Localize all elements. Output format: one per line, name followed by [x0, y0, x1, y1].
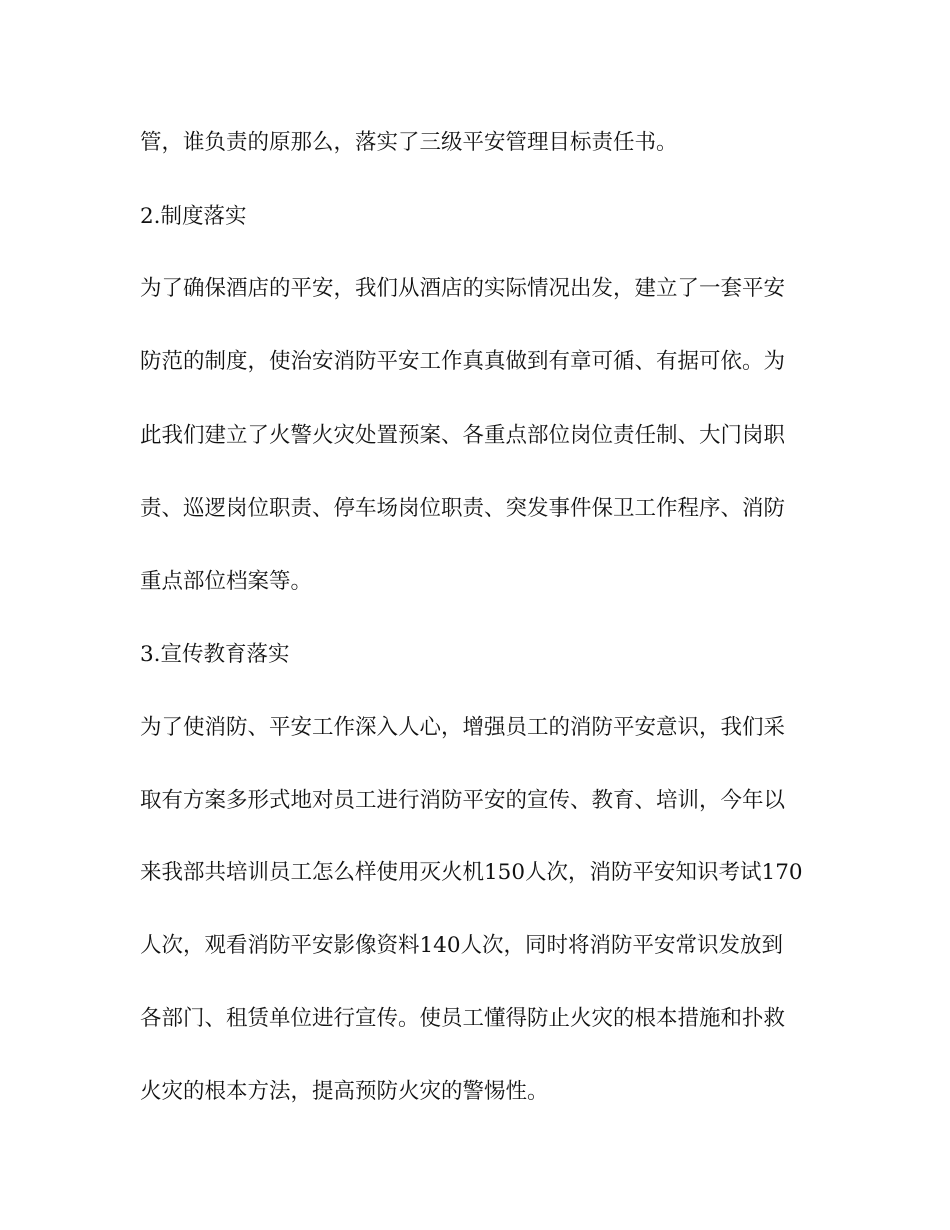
- text-line: 重点部位档案等。: [140, 569, 313, 594]
- text-line: 人次，观看消防平安影像资料140人次，同时将消防平安常识发放到: [140, 933, 784, 958]
- section-heading: 3.宣传教育落实: [140, 642, 290, 667]
- text-line: 此我们建立了火警火灾处置预案、各重点部位岗位责任制、大门岗职: [140, 423, 786, 448]
- text-line: 为了使消防、平安工作深入人心，增强员工的消防平安意识，我们采: [140, 715, 786, 740]
- text-line: 各部门、租赁单位进行宣传。使员工懂得防止火灾的根本措施和扑救: [140, 1006, 786, 1031]
- text-line: 来我部共培训员工怎么样使用灭火机150人次，消防平安知识考试170: [140, 860, 803, 885]
- text-line: 责、巡逻岗位职责、停车场岗位职责、突发事件保卫工作程序、消防: [140, 496, 786, 521]
- section-heading: 2.制度落实: [140, 204, 247, 229]
- text-line: 为了确保酒店的平安，我们从酒店的实际情况出发，建立了一套平安: [140, 276, 786, 301]
- text-line: 取有方案多形式地对员工进行消防平安的宣传、教育、培训，今年以: [140, 788, 786, 813]
- text-line: 火灾的根本方法，提高预防火灾的警惕性。: [140, 1079, 549, 1104]
- text-line: 防范的制度，使治安消防平安工作真真做到有章可循、有据可依。为: [140, 349, 786, 374]
- text-line: 管，谁负责的原那么，落实了三级平安管理目标责任书。: [140, 130, 678, 155]
